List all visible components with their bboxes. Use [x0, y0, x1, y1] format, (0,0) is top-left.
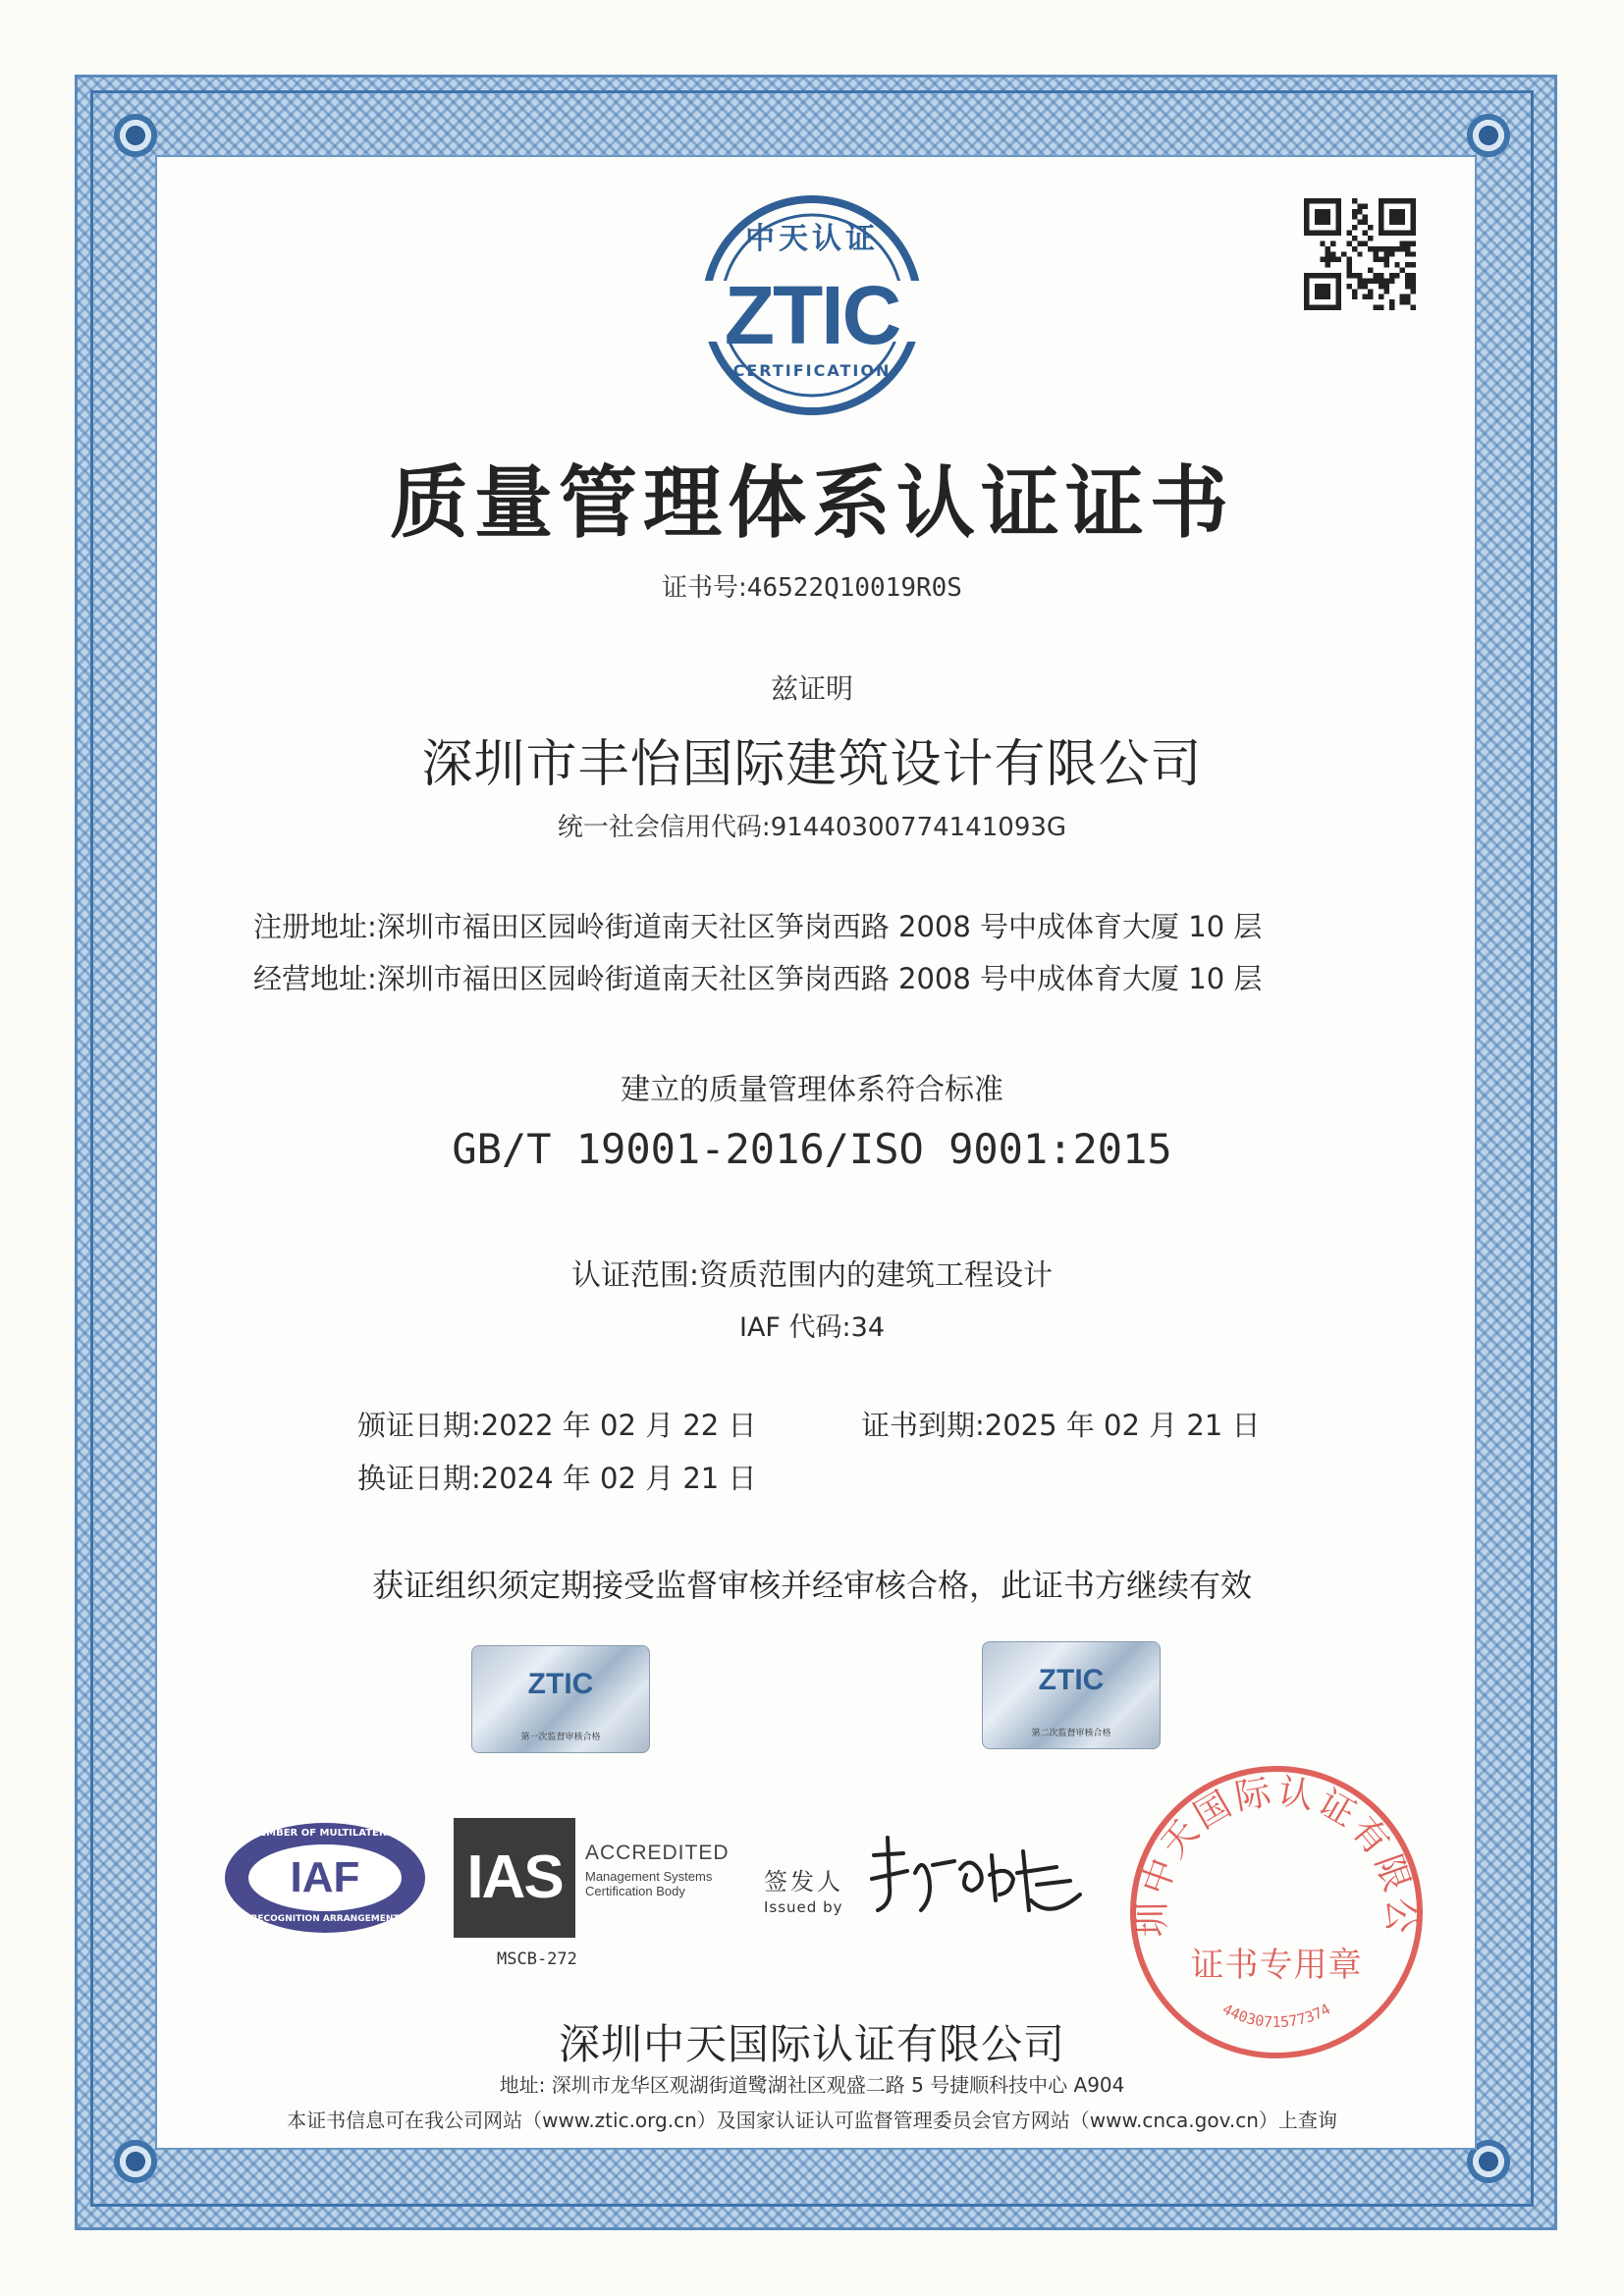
business-address-label: 经营地址: [253, 962, 377, 995]
verification-note: 本证书信息可在我公司网站（www.ztic.org.cn）及国家认证认可监督管理委员会官方网站（www.cnca.gov.cn）上查询 [287, 2109, 1337, 2132]
iaf-bottom-text: RECOGNITION ARRANGEMENT [250, 1914, 400, 1924]
seal-number: 4403071577374 [1218, 2000, 1334, 2032]
issue-date-label: 颁证日期: [357, 1409, 481, 1442]
ias-accredited-label: ACCREDITED [585, 1842, 730, 1864]
ias-line2: Management Systems [585, 1869, 713, 1884]
hologram-sticker-1 [471, 1645, 650, 1753]
ztic-logo [679, 192, 945, 418]
ias-logo: IAS [454, 1818, 575, 1938]
hologram-logo: ZTIC [527, 1668, 594, 1700]
issued-by-label-en: Issued by [764, 1898, 843, 1916]
business-address [253, 957, 1262, 997]
iaf-code-value: 34 [850, 1312, 885, 1343]
hologram-logo: ZTIC [1038, 1664, 1105, 1696]
renewal-date [357, 1457, 756, 1497]
standard: GB/T 19001-2016/ISO 9001:2015 [452, 1125, 1172, 1173]
expiry-date-value: 2025 年 02 月 21 日 [984, 1409, 1261, 1442]
registered-address-value: 深圳市福田区园岭街道南天社区笋岗西路 2008 号中成体育大厦 10 层 [376, 910, 1263, 943]
issued-by [764, 1862, 843, 1916]
company-name: 深圳市丰怡国际建筑设计有限公司 [421, 735, 1203, 794]
signature [864, 1826, 1090, 1934]
renewal-date-value: 2024 年 02 月 21 日 [480, 1462, 757, 1495]
certificate-title: 质量管理体系认证证书 [390, 457, 1234, 549]
issued-by-label-cn: 签发人 [764, 1868, 843, 1896]
expiry-date-label: 证书到期: [861, 1409, 985, 1442]
validity-notice: 获证组织须定期接受监督审核并经审核合格，此证书方继续有效 [371, 1567, 1252, 1604]
seal-center-text: 证书专用章 [1190, 1946, 1363, 1985]
issuer-name: 深圳中天国际认证有限公司 [558, 2020, 1065, 2068]
iaf-code [0, 1306, 1624, 1344]
logo-main-text: ZTIC [724, 269, 900, 361]
certificate-number [0, 567, 1624, 604]
ias-accredited-text [585, 1842, 730, 1898]
registered-address-label: 注册地址: [253, 910, 377, 943]
credit-code [0, 807, 1624, 843]
mscb-number: MSCB-272 [497, 1949, 577, 1969]
issuer-address-label: 地址: [499, 2073, 546, 2097]
ias-line3: Certification Body [585, 1884, 685, 1898]
registered-address [253, 905, 1262, 945]
iaf-code-label: IAF 代码: [738, 1312, 851, 1343]
hologram-caption: 第二次监督审核合格 [1031, 1729, 1111, 1738]
certification-scope [0, 1251, 1624, 1294]
svg-text:深圳中天国际认证有限公司 [1123, 1759, 1420, 1938]
issue-date [357, 1404, 756, 1444]
standard-label: 建立的质量管理体系符合标准 [621, 1073, 1003, 1107]
iaf-main-text: IAF [290, 1853, 360, 1901]
certificate-number-value: 46522Q10019R0S [746, 573, 962, 603]
expiry-date [861, 1404, 1260, 1444]
issuer-address-value: 深圳市龙华区观湖街道鹭湖社区观盛二路 5 号捷顺科技中心 A904 [551, 2073, 1125, 2097]
credit-code-value: 91440300774141093G [770, 813, 1067, 842]
certify-text: 兹证明 [770, 672, 853, 705]
qr-code [1304, 198, 1416, 310]
scope-value: 资质范围内的建筑工程设计 [699, 1258, 1054, 1293]
scope-label: 认证范围: [570, 1258, 700, 1293]
seal-ring-text: 圳中天国际认证有限公 [1132, 1771, 1421, 1938]
business-address-value: 深圳市福田区园岭街道南天社区笋岗西路 2008 号中成体育大厦 10 层 [376, 962, 1263, 995]
logo-top-text: 中天认证 [745, 222, 879, 256]
issuer-address [0, 2069, 1624, 2098]
iaf-logo [222, 1820, 428, 1936]
hologram-caption: 第一次监督审核合格 [520, 1733, 601, 1742]
renewal-date-label: 换证日期: [357, 1462, 481, 1495]
logo-bottom-text: CERTIFICATION [732, 361, 892, 380]
hologram-sticker-2 [982, 1641, 1161, 1749]
issue-date-value: 2022 年 02 月 22 日 [480, 1409, 757, 1442]
iaf-top-text: MEMBER OF MULTILATERAL [249, 1828, 401, 1839]
credit-code-label: 统一社会信用代码: [557, 813, 771, 842]
certificate-number-label: 证书号: [662, 573, 747, 603]
